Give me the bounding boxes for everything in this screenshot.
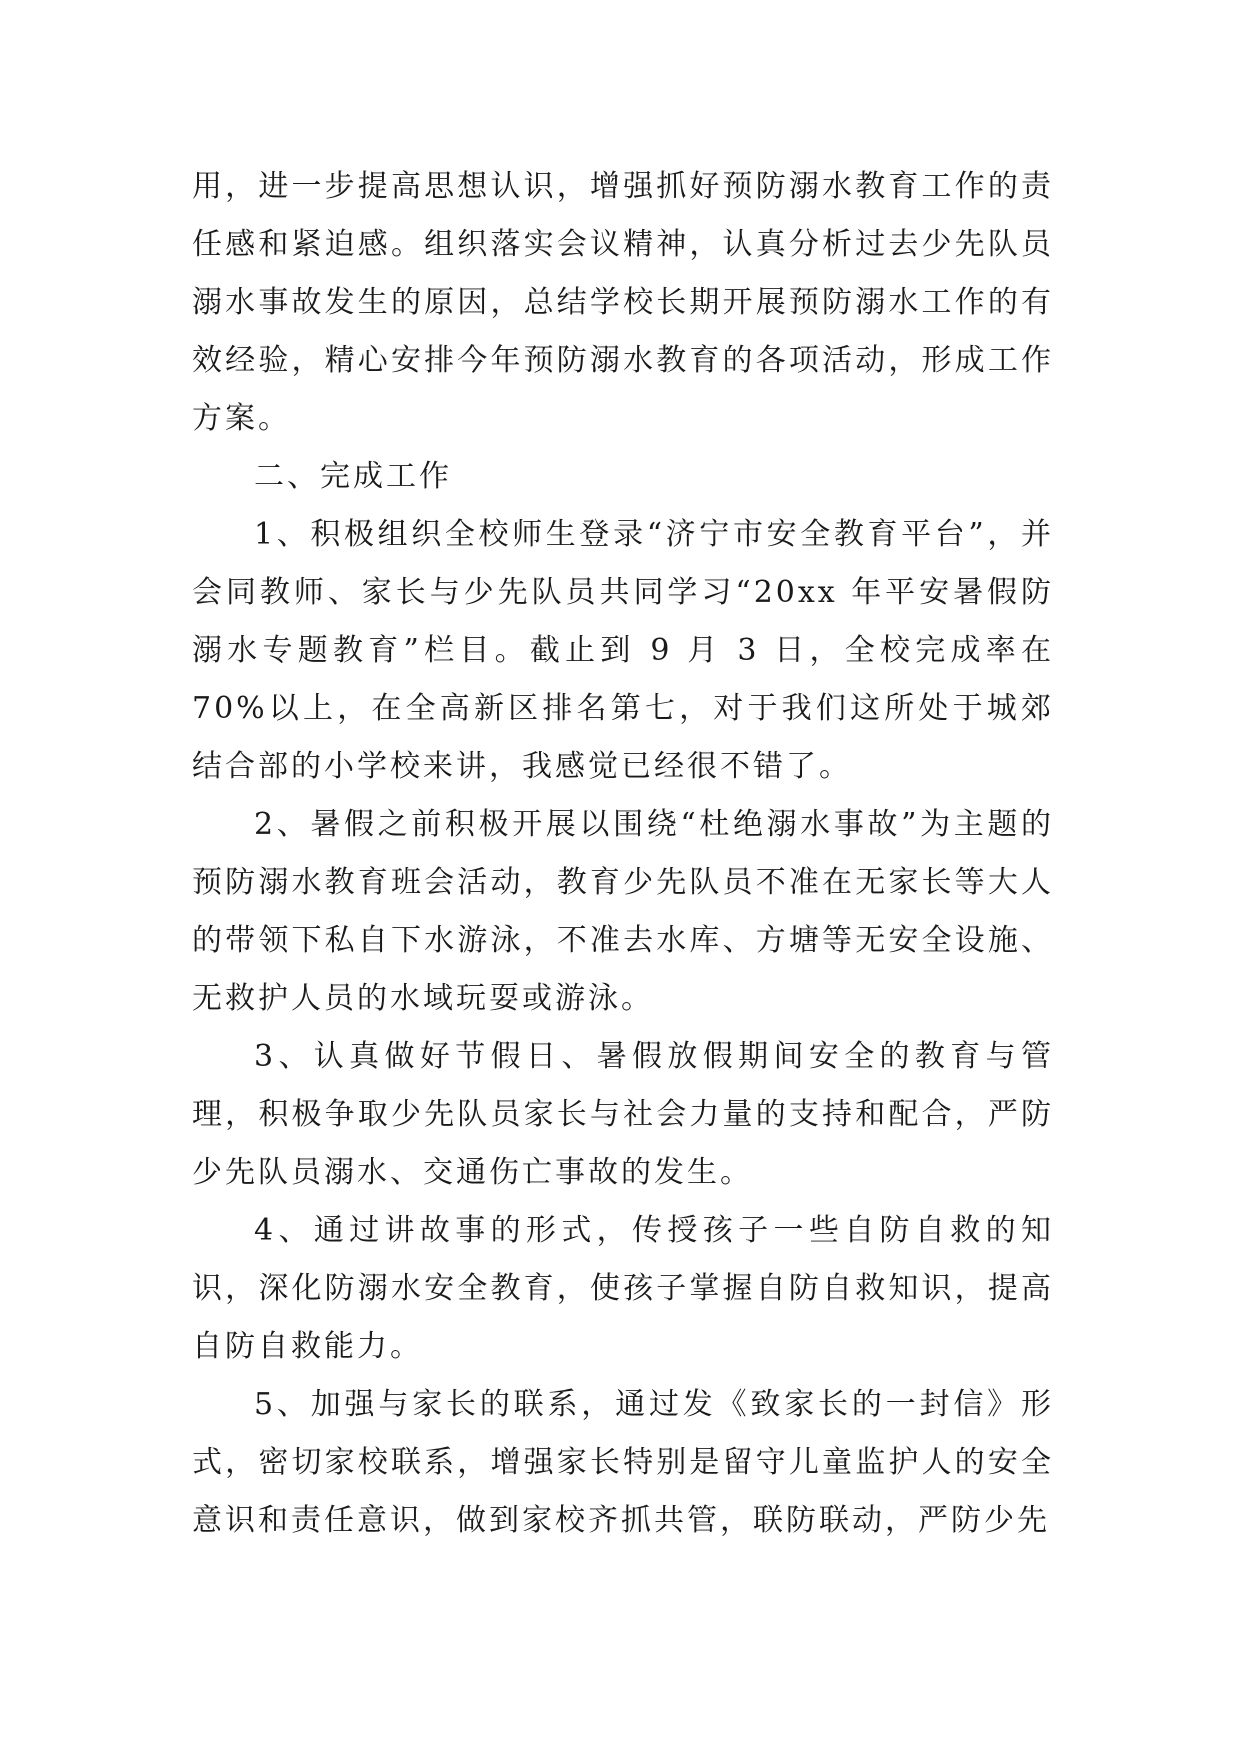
paragraph-item-1: 1、积极组织全校师生登录“济宁市安全教育平台”，并会同教师、家长与少先队员共同学习“20xx 年平安暑假防溺水专题教育”栏目。截止到 9 月 3 日，全校完成率在 70%以上，在全高新区排名第七，对于我们这所处于城郊结合部的小学校来讲，我感觉已经很不错了。 <box>192 517 1054 784</box>
paragraph-item-3: 3、认真做好节假日、暑假放假期间安全的教育与管理，积极争取少先队员家长与社会力量的支持和配合，严防少先队员溺水、交通伤亡事故的发生。 <box>192 1039 1054 1190</box>
paragraph-item-2: 2、暑假之前积极开展以围绕“杜绝溺水事故”为主题的预防溺水教育班会活动，教育少先队员不准在无家长等大人的带领下私自下水游泳，不准去水库、方塘等无安全设施、无救护人员的水域玩耍或游泳。 <box>192 807 1054 1016</box>
document-body <box>192 158 1054 1550</box>
paragraph-item-4: 4、通过讲故事的形式，传授孩子一些自防自救的知识，深化防溺水安全教育，使孩子掌握自防自救知识，提高自防自救能力。 <box>192 1213 1054 1364</box>
paragraph-continuation: 用，进一步提高思想认识，增强抓好预防溺水教育工作的责任感和紧迫感。组织落实会议精神，认真分析过去少先队员溺水事故发生的原因，总结学校长期开展预防溺水工作的有效经验，精心安排今年预防溺水教育的各项活动，形成工作方案。 <box>192 169 1054 436</box>
paragraph-item-5: 5、加强与家长的联系，通过发《致家长的一封信》形式，密切家校联系，增强家长特别是留守儿童监护人的安全意识和责任意识，做到家校齐抓共管，联防联动，严防少先 <box>192 1387 1054 1538</box>
section-heading: 二、完成工作 <box>254 459 452 494</box>
